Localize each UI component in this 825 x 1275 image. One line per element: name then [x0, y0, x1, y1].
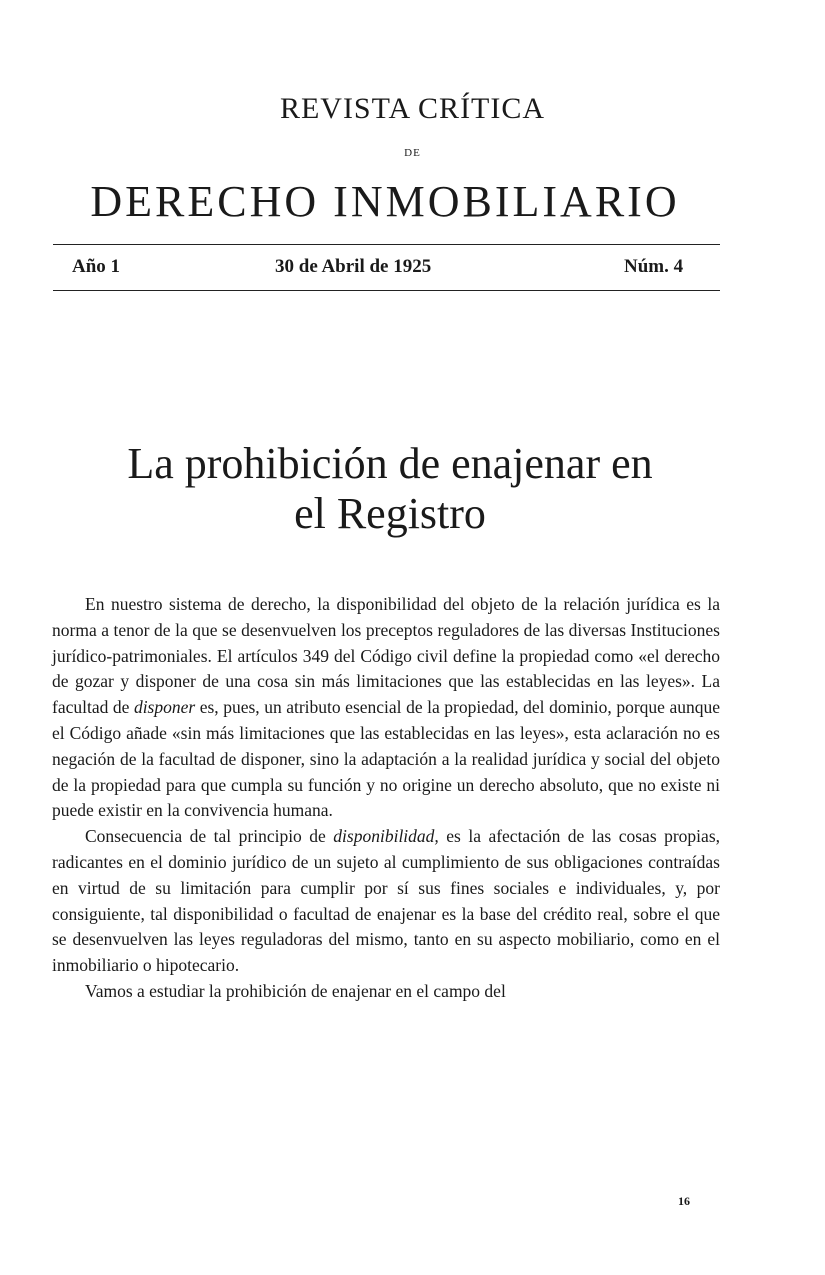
article-title — [40, 439, 740, 539]
body-paragraph — [52, 979, 720, 1005]
page-number: 16 — [678, 1194, 690, 1208]
paragraph-text: es, pues, un atributo esencial de la propiedad, del dominio, porque aunque el Código añade «sin más limitaciones que las establecidas en las leyes», esta aclaración no es negación de la facultad de disponer, sino la adaptación a la realidad jurídica y social del objeto de la propiedad para que cumpla su función y no origine un derecho absoluto, que no existe ni puede existir en la convivencia humana. — [52, 697, 720, 821]
paragraph-emphasis: disponer — [133, 697, 196, 718]
top-rule — [53, 244, 720, 245]
paragraph-emphasis: disponibilidad, — [333, 826, 439, 847]
paragraph-text: En nuestro sistema de derecho, la disponibilidad del objeto de la relación jurídica es la norma a tenor de la que se desenvuelven los preceptos reguladores de las diversas Instituciones jurídico-patrimoniales. El artículos 349 del Código civil define la propiedad como «el derecho de gozar y disponer de una cosa sin más limitaciones que las establecidas en las leyes». La facultad de — [52, 594, 720, 718]
issue-date: 30 de Abril de 1925 — [275, 256, 432, 277]
body-paragraph — [52, 592, 720, 824]
article-title-line1: La prohibición de enajenar en — [127, 439, 653, 489]
journal-title-line1: REVISTA CRÍTICA — [279, 92, 546, 125]
journal-title-connector: DE — [404, 147, 421, 159]
bottom-rule — [53, 290, 720, 291]
issue-year: Año 1 — [72, 256, 121, 277]
article-title-line2: el Registro — [294, 489, 486, 539]
paragraph-text: Consecuencia de tal principio de — [85, 826, 334, 847]
journal-title-line2: DERECHO INMOBILIARIO — [90, 177, 680, 226]
issue-number: Núm. 4 — [624, 256, 684, 277]
body-paragraph — [52, 824, 720, 979]
article-body — [52, 592, 720, 1005]
paragraph-text: Vamos a estudiar la prohibición de enajenar en el campo del — [85, 980, 506, 1001]
paragraph-text: es la afectación de las cosas propias, radicantes en el dominio jurídico de un sujeto al cumplimiento de sus obligaciones contraídas en virtud de su limitación para cumplir por sí sus fines sociales e individuales, y, por consiguiente, tal disponibilidad o facultad de enajenar es la base del crédito real, sobre el que se desenvuelven las leyes reguladoras del mismo, tanto en su aspecto mobiliario, como en el inmobiliario o hipotecario. — [52, 826, 721, 976]
